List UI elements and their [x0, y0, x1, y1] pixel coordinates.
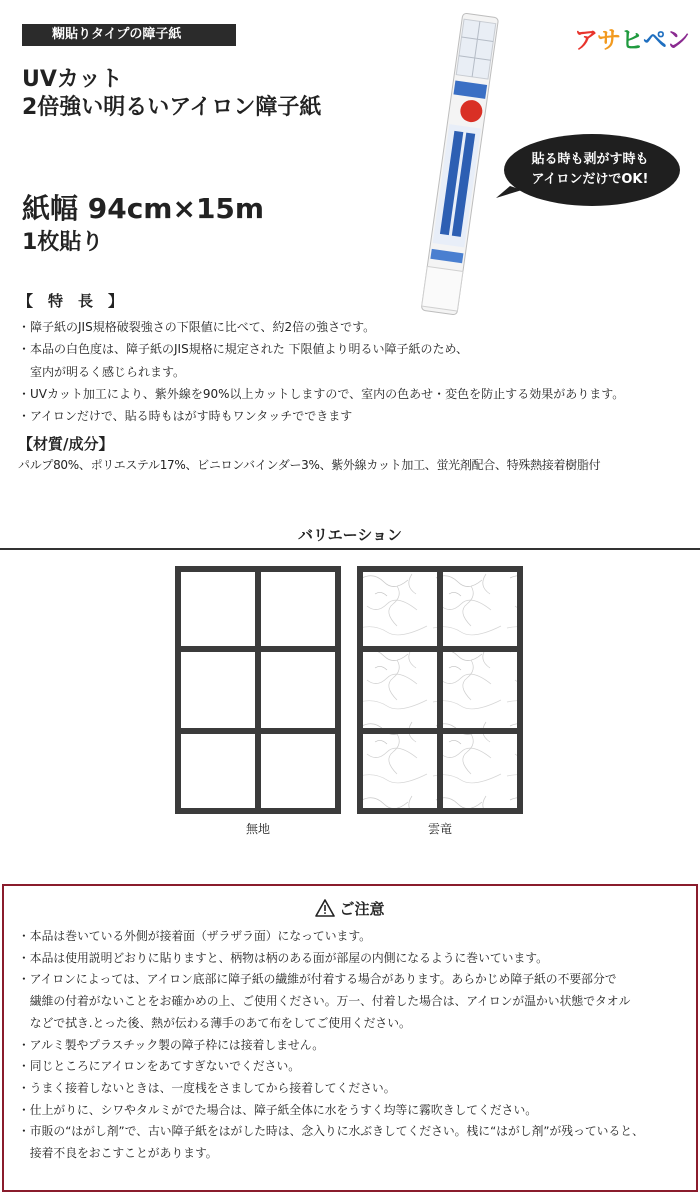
list-item: ・本品の白色度は、障子紙のJIS規格に規定された 下限値より明るい障子紙のため、 — [18, 342, 469, 357]
size-spec: 紙幅 94cm×15m — [22, 192, 265, 225]
list-item: ・市販の“はがし剤”で、古い障子紙をはがした時は、念入りに水ぶきしてください。桟に“はがし剤”が残っていると、 — [18, 1124, 644, 1139]
swatch-label-plain: 無地 — [245, 822, 270, 836]
notice-list — [18, 926, 688, 1165]
material-heading: 【材質/成分】 — [18, 435, 114, 453]
notice-title: ご注意 — [339, 900, 385, 918]
list-item: 繊維の付着がないことをお確かめの上、ご使用ください。万一、付着した場合は、アイロンが温かい状態でタオル — [18, 994, 631, 1009]
bubble-line-2: アイロンだけでOK! — [531, 172, 649, 187]
list-item: 接着不良をおこすことがあります。 — [18, 1146, 218, 1161]
plain-shoji-swatch — [175, 566, 341, 814]
bubble-line-1: 貼る時も剥がす時も — [531, 152, 649, 167]
product-roll-image — [420, 8, 500, 318]
size-spec-sub: 1枚貼り — [22, 230, 104, 255]
features-heading: 【 特 長 】 — [18, 292, 124, 310]
list-item: ・アルミ製やプラスチック製の障子枠には接着しません。 — [18, 1037, 325, 1052]
product-title — [22, 66, 321, 122]
list-item: ・アイロンだけで、貼る時もはがす時もワンタッチでできます — [18, 409, 353, 424]
title-line-2: 2倍強い明るいアイロン障子紙 — [22, 95, 322, 120]
category-tag: 糊貼りタイプの障子紙 — [22, 24, 236, 46]
bubble-text — [510, 150, 670, 190]
list-item: ・仕上がりに、シワやタルミがでた場合は、障子紙全体に水をうすく均等に霧吹きしてください。 — [18, 1102, 538, 1117]
list-item: ・障子紙のJIS規格破裂強さの下限値に比べて、約2倍の強さです。 — [18, 320, 376, 334]
brand-letter: ン — [666, 26, 689, 54]
warning-icon — [315, 899, 335, 917]
swatch-label-unryu: 雲竜 — [427, 822, 452, 836]
features-list — [18, 316, 693, 427]
notice-box — [2, 884, 698, 1192]
brand-letter: ア — [574, 26, 597, 54]
brand-letter: サ — [597, 26, 620, 54]
list-item: ・アイロンによっては、アイロン底部に障子紙の繊維が付着する場合があります。あらかじめ障子紙の不要部分で — [18, 972, 617, 987]
unryu-shoji-swatch — [357, 566, 523, 814]
list-item: 室内が明るく感じられます。 — [18, 364, 186, 379]
material-text: パルプ80%、ポリエステル17%、ビニロンバインダー3%、紫外線カット加工、蛍光剤配合、特殊熱接着樹脂付 — [18, 458, 601, 472]
list-item: ・UVカット加工により、紫外線を90%以上カットしますので、室内の色あせ・変色を防止する効果があります。 — [18, 386, 625, 401]
variation-heading: バリエーション — [297, 526, 403, 544]
brand-logo — [574, 20, 689, 55]
list-item: ・同じところにアイロンをあてすぎないでください。 — [18, 1059, 301, 1074]
list-item: ・うまく接着しないときは、一度桟をさましてから接着してください。 — [18, 1080, 396, 1095]
list-item: などで拭き.とった後、熱が伝わる薄手のあて布をしてご使用ください。 — [18, 1015, 411, 1030]
list-item: ・本品は使用説明どおりに貼りますと、柄物は柄のある面が部屋の内側になるように巻いています。 — [18, 950, 548, 965]
list-item: ・本品は巻いている外側が接着面（ザラザラ面）になっています。 — [18, 929, 371, 943]
divider — [0, 548, 700, 550]
title-line-1: UVカット — [22, 67, 123, 92]
brand-letter: ヒ — [620, 26, 643, 54]
brand-letter: ペ — [643, 26, 666, 54]
notice-heading — [4, 898, 696, 919]
